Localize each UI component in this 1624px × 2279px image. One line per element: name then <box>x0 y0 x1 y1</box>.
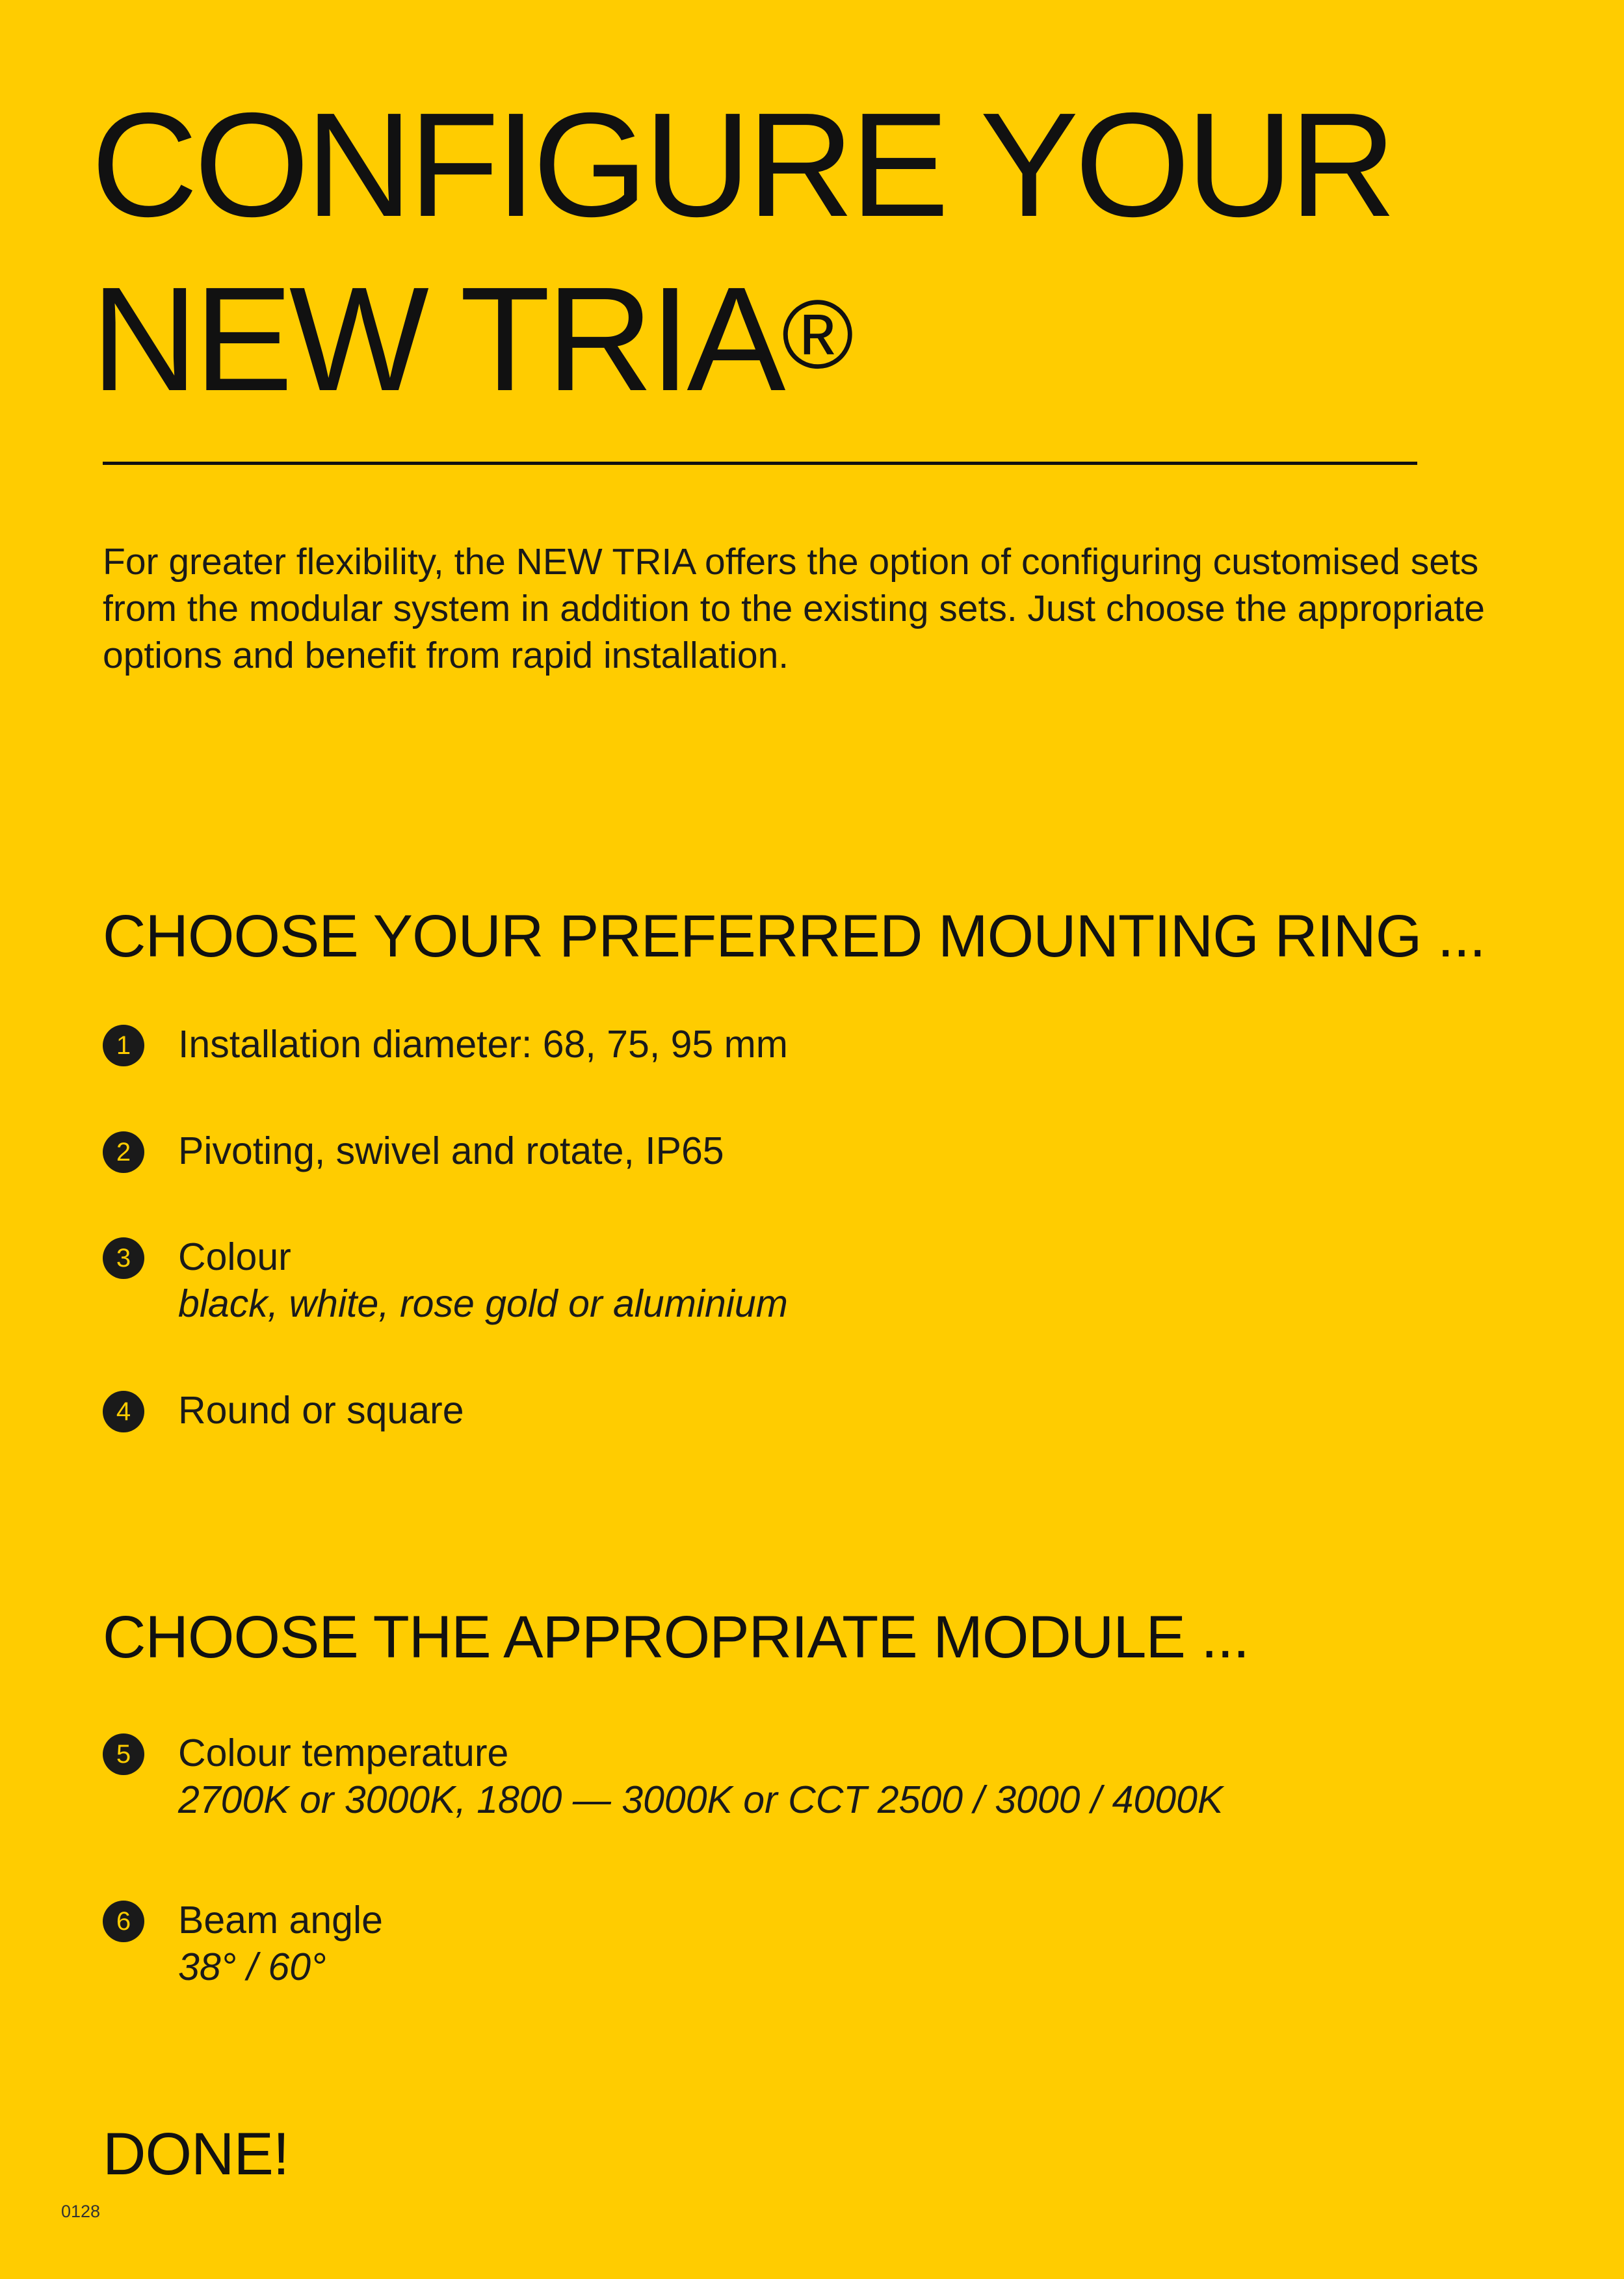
title-line-1: CONFIGURE YOUR <box>91 83 1393 248</box>
done-heading: DONE! <box>103 2121 289 2187</box>
title-product-name: NEW TRIA <box>91 257 782 422</box>
number-badge: 6 <box>103 1901 144 1942</box>
option-label: Colour temperature <box>178 1732 509 1774</box>
title-line-2 <box>91 252 1393 427</box>
option-text <box>178 1897 383 1990</box>
module-heading: CHOOSE THE APPROPRIATE MODULE ... <box>103 1604 1250 1670</box>
title-divider <box>103 462 1417 465</box>
registered-mark: ® <box>781 280 850 389</box>
page-title <box>91 78 1393 427</box>
option-detail: black, white, rose gold or aluminium <box>178 1282 788 1325</box>
option-text <box>178 1730 1223 1823</box>
mounting-ring-heading: CHOOSE YOUR PREFERRED MOUNTING RING ... <box>103 903 1486 969</box>
option-label: Pivoting, swivel and rotate, IP65 <box>178 1129 724 1172</box>
number-badge: 1 <box>103 1025 144 1066</box>
option-detail: 2700K or 3000K, 1800 — 3000K or CCT 2500 / 3000 / 4000K <box>178 1778 1224 1821</box>
option-text <box>178 1387 464 1434</box>
option-text <box>178 1233 788 1327</box>
option-label: Beam angle <box>178 1899 383 1942</box>
page-number: 0128 <box>61 2202 101 2221</box>
option-label: Colour <box>178 1235 291 1278</box>
option-label: Round or square <box>178 1389 464 1432</box>
option-detail: 38° / 60° <box>178 1945 326 1988</box>
option-label: Installation diameter: 68, 75, 95 mm <box>178 1023 788 1066</box>
number-badge: 2 <box>103 1131 144 1173</box>
option-text <box>178 1021 788 1068</box>
intro-paragraph: For greater flexibility, the NEW TRIA offers the option of configuring customised sets from the modular system in addition to the existing sets. Just choose the appropriate options and benefit from rapid installation. <box>103 541 1485 676</box>
number-badge: 3 <box>103 1237 144 1279</box>
number-badge: 4 <box>103 1391 144 1432</box>
option-text <box>178 1127 724 1174</box>
number-badge: 5 <box>103 1733 144 1775</box>
